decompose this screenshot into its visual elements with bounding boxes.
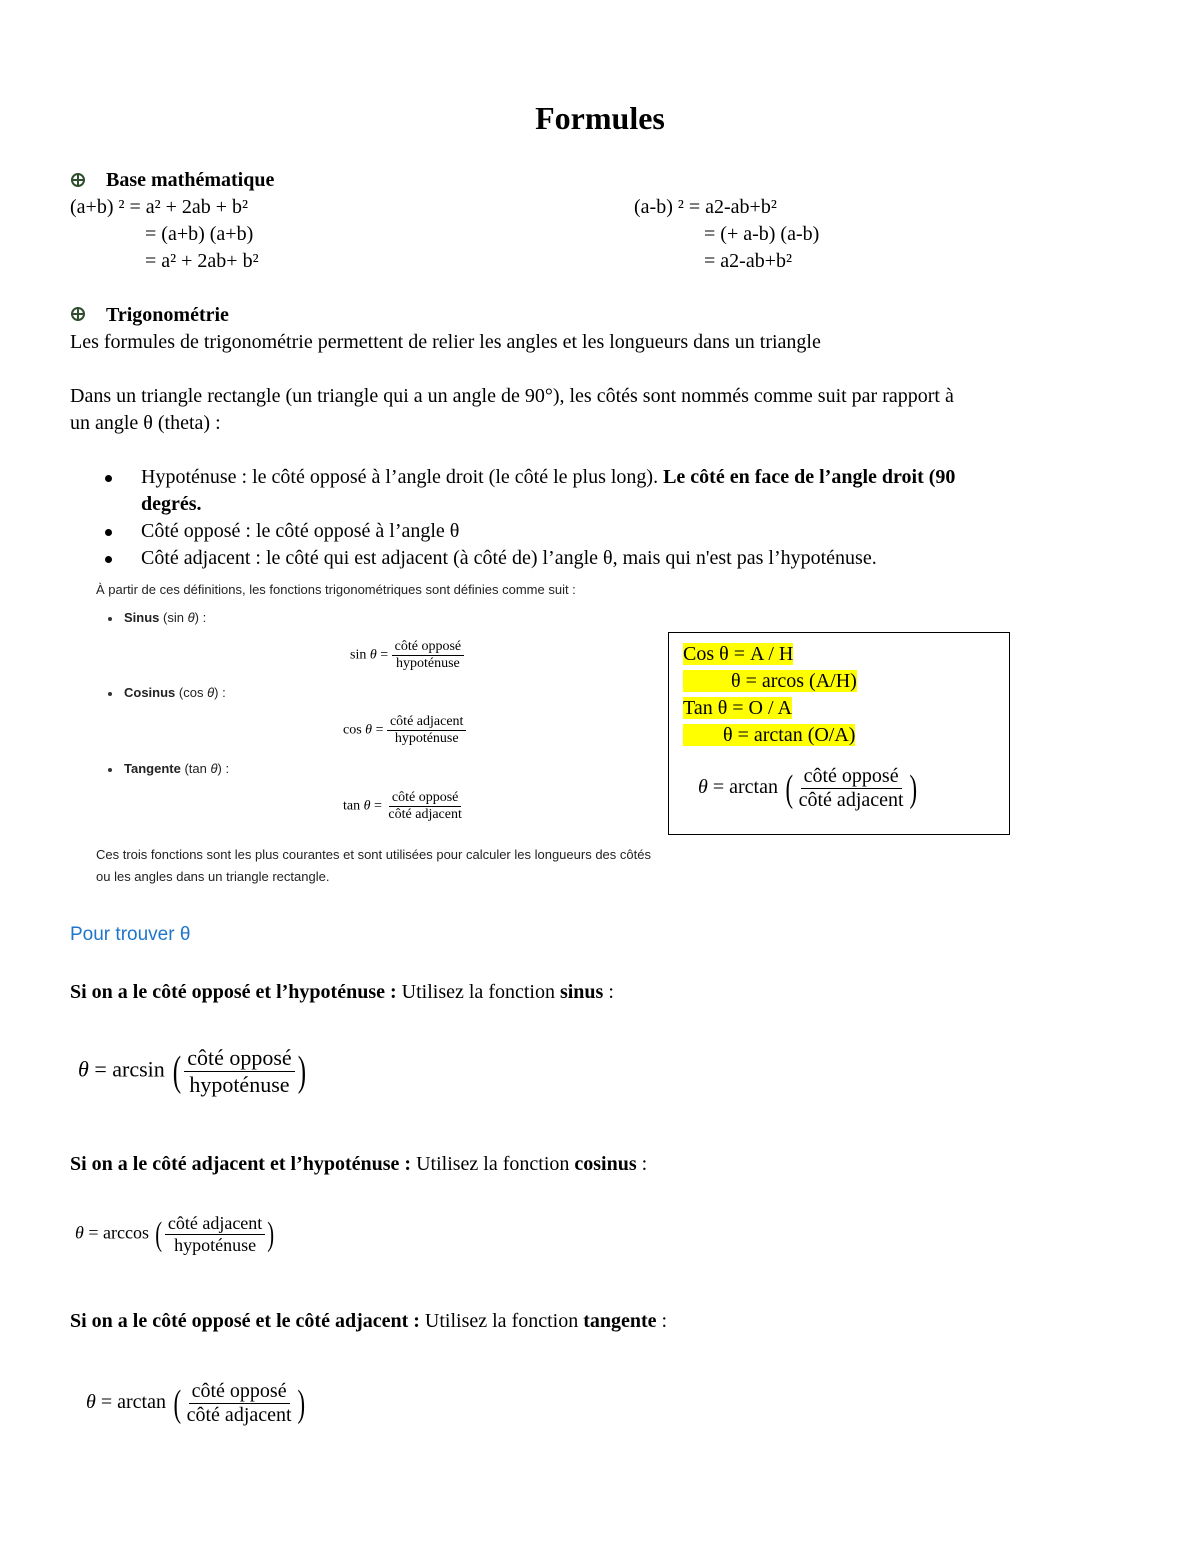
formula-line: = a² + 2ab+ b² <box>145 250 259 272</box>
case-formula: θ = arctan ( $\frac{\text{côté opposé}}{\text{côté adjacent}}$ ) <box>86 1380 305 1426</box>
case-sentence: Si on a le côté adjacent et l’hypoténuse : Utilisez la fonction cosinus : <box>70 1153 648 1175</box>
section-heading-trigo: Trigonométrie <box>106 304 229 326</box>
list-item: Côté opposé : le côté opposé à l’angle θ <box>141 520 460 542</box>
list-bullet <box>108 768 112 772</box>
list-item: Côté adjacent : le côté qui est adjacent (à côté de) l’angle θ, mais qui n'est pas l’hypoténuse. <box>141 547 877 569</box>
list-item <box>141 464 955 491</box>
formula-line: = (+ a-b) (a-b) <box>704 223 820 245</box>
box-line: θ = arctan (O/A) <box>683 722 855 749</box>
paragraph: Dans un triangle rectangle (un triangle qui a un angle de 90°), les côtés sont nommés comme suit par rapport à <box>70 385 954 407</box>
box-line: θ = arcos (A/H) <box>683 668 857 695</box>
section-bullet-icon <box>70 306 86 322</box>
list-bullet <box>108 692 112 696</box>
case-sentence: Si on a le côté opposé et l’hypoténuse : Utilisez la fonction sinus : <box>70 981 614 1003</box>
formula-line: (a-b) ² = a2-ab+b² <box>634 196 777 218</box>
screenshot-intro: À partir de ces définitions, les fonctions trigonométriques sont définies comme suit : <box>96 582 576 597</box>
formula-line: = (a+b) (a+b) <box>145 223 254 245</box>
formula-line: (a+b) ² = a² + 2ab + b² <box>70 196 249 218</box>
fn-formula: cos θ = $\frac{\text{côté adjacent}}{\text{hypoténuse}}$ <box>343 714 466 747</box>
fn-label: Sinus (sin θ) : <box>124 610 207 625</box>
case-formula: θ = arccos ( $\frac{\text{côté adjacent}}{\text{hypoténuse}}$ ) <box>75 1213 275 1255</box>
fn-label: Tangente (tan θ) : <box>124 761 230 776</box>
box-formula: θ = arctan ( $\frac{\text{côté opposé}}{\text{côté adjacent}}$ ) <box>698 765 917 811</box>
list-item-bold: Le côté en face de l’angle droit (90 <box>663 466 956 488</box>
formula-line: = a2-ab+b² <box>704 250 792 272</box>
list-item-text: Hypoténuse : le côté opposé à l’angle droit (le côté le plus long). <box>141 466 664 488</box>
find-heading: Pour trouver θ <box>70 924 191 945</box>
list-bullet <box>105 556 112 563</box>
box-line: Tan θ = O / A <box>683 697 792 719</box>
list-bullet <box>108 617 112 621</box>
fn-formula: tan θ = $\frac{\text{côté opposé}}{\text{côté adjacent}}$ <box>343 790 462 822</box>
fn-formula: sin θ = $\frac{\text{côté opposé}}{\text{hypoténuse}}$ <box>350 639 464 672</box>
list-item-bold: degrés. <box>141 493 202 515</box>
case-sentence: Si on a le côté opposé et le côté adjacent : Utilisez la fonction tangente : <box>70 1310 668 1332</box>
paragraph: un angle θ (theta) : <box>70 412 221 434</box>
list-bullet <box>105 529 112 536</box>
paragraph: Les formules de trigonométrie permettent de relier les angles et les longueurs dans un triangle <box>70 331 821 353</box>
section-heading-base: Base mathématique <box>106 169 275 191</box>
page-title: Formules <box>535 100 665 136</box>
list-bullet <box>105 475 112 482</box>
box-line: Cos θ = A / H <box>683 643 794 665</box>
fn-label: Cosinus (cos θ) : <box>124 685 226 700</box>
screenshot-outro: ou les angles dans un triangle rectangle. <box>96 869 330 884</box>
screenshot-outro: Ces trois fonctions sont les plus courantes et sont utilisées pour calculer les longueurs des côtés <box>96 847 651 862</box>
section-bullet-icon <box>70 172 86 188</box>
case-formula: θ = arcsin ( $\frac{\text{côté opposé}}{\text{hypoténuse}}$ ) <box>78 1045 306 1097</box>
